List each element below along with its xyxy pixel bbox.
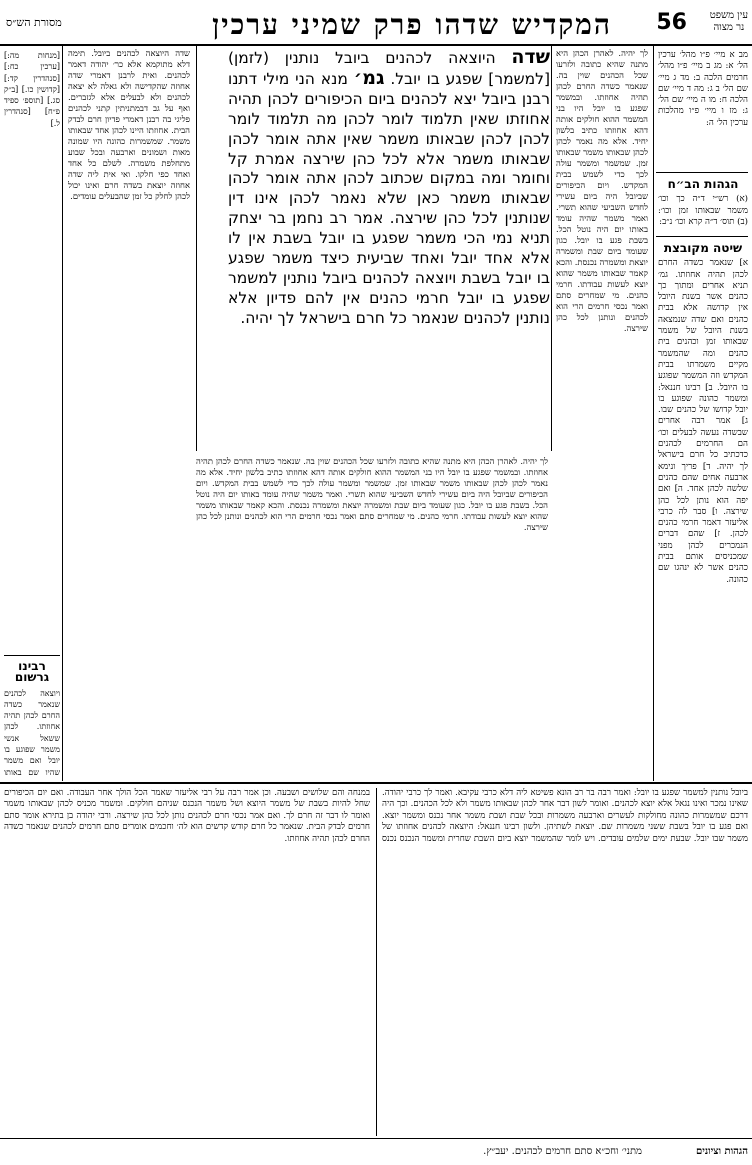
lower-commentary [196,456,548,778]
tosafot-text: שדה היוצאה לכהנים ביובל. תימה דלא מתוקמא אלא כר׳ יהודה דאמר לכהנים. ואית לרבנן דאמרי שדה אחוזה שהקדישה ולא גאלה לא יצאה לכהנים ולא לבעלים אלא לגזברים. ואף על גב דבמתניתין קתני לכהנים פליגי בה רבנן דאמרי פדיון חרם לבדק הבית. אחוזתו היינו לכהן אחד שבאותו משמר. שמשמרות כהונה היו שמונה מאות ושמונים וארבעה ובכל שבוע מתחלפת משמרה. לשלם כל אחד ואחד כפי חלקו. ואי אית ליה שדה אחוזה יוצאת בשדה חרם ואינו יכול לכהן לחלק כל זמן שהבעלים עומדים. [68,48,190,201]
page-number: 56 [656,10,687,35]
divider [656,172,748,173]
column-rule [62,46,63,781]
dibbur-hamatchil: שדה [511,48,550,68]
shita-mekubetzet-box [658,240,748,778]
page-header [0,0,752,44]
bottom-commentary [4,788,748,1136]
ein-mishpat-text: מב א מיי׳ פ״ו מהל׳ ערכין הל׳ א: מג ב מיי׳ פ״ו מהל׳ חרמים הלכה ב: מד ג מיי׳ שם הל׳ ב ג: מה ד מיי׳ שם הלכה ח: מו ה מיי׳ שם הל׳ ג: מז ו מיי׳ פ״ו מהלכות ערכין הל׳ ה: [658,50,748,128]
hagahot-habach-box [658,176,748,230]
rashi-text: לך יהיה. לאהרן הכהן היא מתנה שהיא כתובה ולזרעו שכל הכהנים שוין בה. שנאמר כשדה החרם לכהן תהיה אחוזתו. ובמשמר שפגע בו יובל היו בני המשמר ההוא חולקים אותה דהא אחוזתו כתיב בלשון יחיד. אלא מה נאמר לכהן לכהן שבאותו משמר שבאותו זמן. שמשמר ומשמר עולה לכך כדי לשמש בבית המקדש. ויום הכיפורים שביובל היה ביום עשירי לחדש השביעי שהוא תשרי. ואמר משמר שהיה עומד באותו יום היה נוטל הכל. בשבת פגע בו יובל. כגון שעומד ביום שבת ומשמרה יוצאת ומשמרה נכנסת. והכא קאמר שבאותו משמר שהוא יוצא לעשות עבודתו. חרמי כהנים. מי שמחרים סתם ואמר נכסי חרמים הרי הוא לכהנים ונותנן לכל כהן שירצה. [556,48,648,333]
lower-commentary-text: לך יהיה. לאהרן הכהן היא מתנה שהיא כתובה ולזרעו שכל הכהנים שוין בה. שנאמר כשדה החרם לכהן תהיה אחוזתו. ובמשמר שפגע בו יובל היו בני המשמר ההוא חולקים אותה דהא אחוזתו כתיב בלשון יחיד. אלא מה נאמר לכהן לכהן שבאותו משמר שבאותו זמן. שמשמר ומשמר עולה לכך כדי לשמש בבית המקדש. ויום הכיפורים שביובל היה ביום עשירי לחדש השביעי שהוא תשרי. ואמר משמר שהיה עומד באותו יום היה נוטל הכל. בשבת פגע בו יובל. כגון שעומד ביום שבת ומשמרה יוצאת ומשמרה נכנסת. והכא קאמר שבאותו משמר שהוא יוצא לעשות עבודתו. חרמי כהנים. מי שמחרים סתם ואמר נכסי חרמים הרי הוא לכהנים ונותנן לכל כהן שירצה. [196,456,548,532]
gemara-marker: גמ׳ [353,66,385,89]
rabbeinu-gershom-title: רבינו גרשום [14,659,50,685]
shita-mekubetzet-text: א] שנאמר כשדה החרם לכהן תהיה אחוזתו. גמ׳ תניא אחרים ומתוך כך כהנים אשר בשנת היובל אין קדושה אלא בבית כהנים ואם שדה שנמצאה בשנת היובל של משמר שבאותו זמן וכהנים בית כהנים ומה שהמשמר מקיים משמרתו בבית המקדש וזה המשמר שפוגע בו היובל. ב] רבינו חננאל: ומשמר כהונה שפוגע בו יובל קדושו של כהנים שבו. ג] אמר רבה אחרים שבשדה נעשה לבעלים וכו׳ הם החרמים לכהנים כדכתיב כל חרם בישראל לך יהיה. ד] פריך ונימא ארבעה אחים שהם כהנים שלשה לכהן אחד. ה] ואם יפה הוא נותן לכל כהן שירצה. ו] סבר לה כרבי אליעזר דאמר חרמי כהנים לכהן. ז] שהם דברים הנמכרים לכהן מפני שמכניסים אותם בבית כהנים אשר לא ינהגו שם כהונה. [658,258,748,585]
masoret-hashas-column [4,50,60,650]
section-rule [0,782,752,784]
gemara-body: מנא הני מילי דתנו רבנן ביובל יצא לכהנים ביום הכיפורים לכהן תהיה אחוזתו שאין תלמוד לומר לכהן מה תלמוד לומר לכהן לכהן שבאותו משמר שאין אתה אומר לכהן שבאותו משמר אלא לכל כהן שירצה אמרת קל וחומר ומה במקום שכתוב לכהן אתה אומר לכהן שבאותו משמר כאן שלא נאמר לכהן אינו דין שנותנין לכל כהן שירצה. אמר רב נחמן בר יצחק תניא נמי הכי משמר שפגע בו יובל בשבת אין לו אלא אחד יובל ואחד שביעית כיצד משמר שפגע בו יובל בשבת ויוצאה לכהנים ביובל נותנין למשמר שפגע בו יובל חרמי כהנים אין להם פדיון אלא נותנין לכהנים שנאמר כל חרם בישראל לך יהיה. [228,69,550,327]
masoret-hashas-label: מסורת הש״ס [6,16,62,29]
ein-mishpat-label: עין משפט נר מצוה [709,10,748,33]
rabbeinu-gershom-text: ויוצאה לכהנים שנאמר כשדה החרם לכהן תהיה אחוזתו. לכהן ששאל אנשי משמר שפוגע בו יובל ואם משמר שהיו שם באותו [4,688,60,777]
shita-mekubetzet-title: שיטה מקובצת [663,241,743,255]
divider [656,236,748,237]
page-title: המקדיש שדהו פרק שמיני ערכין [212,8,612,41]
hagahot-habach-text: (א) רש״י ד״ה כך וכו׳ משמר שבאותו זמן וכו׳: (ב) תוס׳ ד״ה קרא וכו׳ נ״ב: [658,194,748,227]
footer-text: מתני׳ וחכ״א סתם חרמים לכהנים. יעב״ץ. [483,1146,642,1157]
divider [4,655,60,656]
header-rule [0,44,752,46]
rashi-commentary [556,48,648,778]
footer-label: הגהות וציונים [695,1146,748,1157]
gemara-text [228,48,550,448]
masoret-hashas-text: [מנחות מה:] [ערכין כח:] [סנהדרין קד:] [קדושין כו.] [ב״ק סג.] [תוספ׳ ספיד פ״ח] [סנהדרין ל.] [4,51,60,128]
footer-rule [0,1138,752,1139]
hagahot-habach-title: הגהות הב״ח [667,177,739,191]
column-rule [196,46,197,451]
column-rule [551,46,552,451]
mishnah-body: היוצאה לכהנים ביובל נותנין (לזמן) [למשמר] שפגע בו יובל. [228,49,550,88]
rabbeinu-gershom-box [4,658,60,778]
page-footer [0,1142,752,1162]
column-rule [653,46,654,781]
tosafot-commentary [68,48,190,778]
bottom-commentary-text: ביובל נותנין למשמר שפגע בו יובל: ואמר רבה בר רב הונא פשיטא ליה דלא כרבי עקיבא. ואמר לך כרבי יהודה. שאינו נמכר ואינו נגאל אלא יוצא לכהנים. ואומר לשון דבר אחר לכהן שבאותו משמר ולא לכל הכהנים. וכך היה דרכם שמשמרות כהונה מחולקות לעשרים וארבעה משמרות ובכל שבת ושבת משמר אחר נכנס ומשמר יוצא. ואם פגע בו יובל בשבת ששני משמרות שם. יוצאת לשתיהן. ולשון רבינו חננאל: היוצאה לכהנים אחוזתו של משמר שבו יובל. שבעת ימים שלמים עובדים. ויש לומר שהמשמר יוצא ביום השבת שחרית ומשמר הנכנס נכנס במנחה והם שלושים ושבעה. וכן אמר רבה על רבי אליעזר שאמר הכל הולך אחר העבודה. ואם יום הכיפורים שחל להיות בשבת של משמר היוצא ושל משמר הנכנס שניהם חולקים. ומשמר מכניס לכהן שבאותו משמר ואומר לו דבר זה חרם לך. ואם אמר נכסי חרם לכהנים נותן לכל כהן שירצה. ורבי יהודה בן בתירא אומר סתם חרמים לבדק הבית. שנאמר כל חרם קודש קדשים הוא לה׳ וחכמים אומרים סתם חרמים לכהנים שנאמר כשדה החרם לכהן תהיה אחוזתו. [4,788,748,844]
ein-mishpat-column [658,50,748,168]
